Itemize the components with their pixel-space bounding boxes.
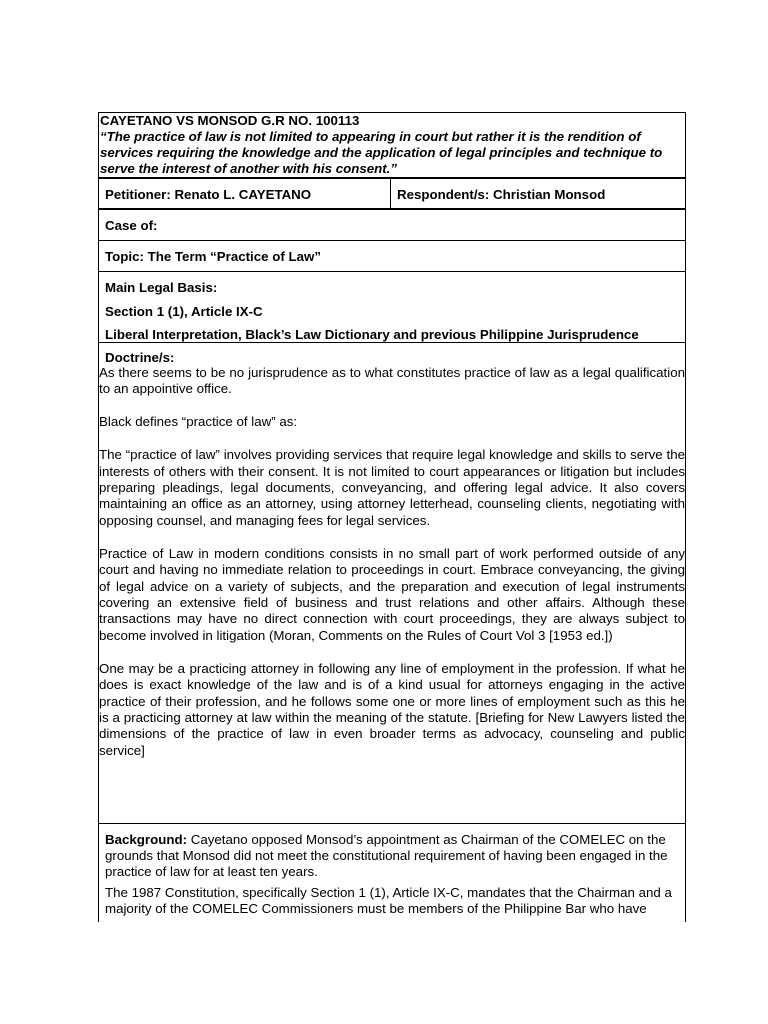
case-header (99, 113, 685, 179)
legal-basis-row (99, 272, 685, 343)
legal-basis-label: Main Legal Basis: (105, 280, 218, 295)
doctrine-paragraph: One may be a practicing attorney in following any line of employment in the profession. If what he does is exact knowledge of the law and is of a kind usual for attorneys engaging in the active practice of their profession, and he follows some one or more lines of employment such as this he is a practicing attorney at law within the meaning of the statute. [Briefing for New Lawyers listed the dimensions of the practice of law in even broader terms as advocacy, counseling and public service] (99, 660, 685, 758)
doctrine-row (99, 343, 685, 824)
doctrine-paragraph: The “practice of law” involves providing services that require legal knowledge and skills to serve the interests of others with their consent. It is not limited to court appearances or litigation but includes preparing pleadings, legal documents, conveyancing, and offering legal advice. It also covers maintaining an office as an attorney, using attorney letterhead, counseling clients, negotiating with opposing counsel, and managing fees for legal services. (99, 447, 685, 528)
case-title: CAYETANO VS MONSOD G.R NO. 100113 (100, 113, 360, 128)
petitioner-cell: Petitioner: Renato L. CAYETANO (99, 179, 391, 208)
legal-basis-section: Section 1 (1), Article IX-C (105, 303, 263, 319)
legal-basis-interpretation: Liberal Interpretation, Black’s Law Dictionary and previous Philippine Jurisprudence (105, 327, 639, 342)
background-paragraph (105, 832, 681, 880)
parties-row (99, 179, 685, 210)
case-quote: “The practice of law is not limited to appearing in court but rather it is the rendition of services requiring the knowledge and the application of legal principles and technique to serve the interest of another with his consent.” (100, 129, 663, 176)
doctrine-label: Doctrine/s: (105, 350, 175, 365)
case-of-row: Case of: (99, 210, 685, 241)
doctrine-paragraph: Black defines “practice of law” as: (99, 414, 298, 430)
background-text: Cayetano opposed Monsod’s appointment as Chairman of the COMELEC on the grounds that Monsod did not meet the constitutional requirement of having been engaged in the practice of law for at least ten years. (105, 832, 668, 879)
doctrine-paragraph: As there seems to be no jurisprudence as to what constitutes practice of law as a legal qualification to an appointive office. (99, 365, 685, 397)
background-row (99, 824, 685, 917)
background-label: Background: (105, 832, 188, 847)
case-digest-table (98, 112, 686, 922)
topic-row: Topic: The Term “Practice of Law” (99, 241, 685, 272)
doctrine-paragraph: Practice of Law in modern conditions consists in no small part of work performed outside of any court and having no immediate relation to proceedings in court. Embrace conveyancing, the giving of legal advice on a variety of subjects, and the preparation and execution of legal instruments covering an extensive field of business and trust relations and other affairs. Although these transactions may have no direct connection with court proceedings, they are always subject to become involved in litigation (Moran, Comments on the Rules of Court Vol 3 [1953 ed.]) (99, 545, 685, 643)
respondent-cell: Respondent/s: Christian Monsod (397, 187, 606, 202)
background-paragraph: The 1987 Constitution, specifically Section 1 (1), Article IX-C, mandates that the Chairman and a majority of the COMELEC Commissioners must be members of the Philippine Bar who have (105, 885, 672, 916)
